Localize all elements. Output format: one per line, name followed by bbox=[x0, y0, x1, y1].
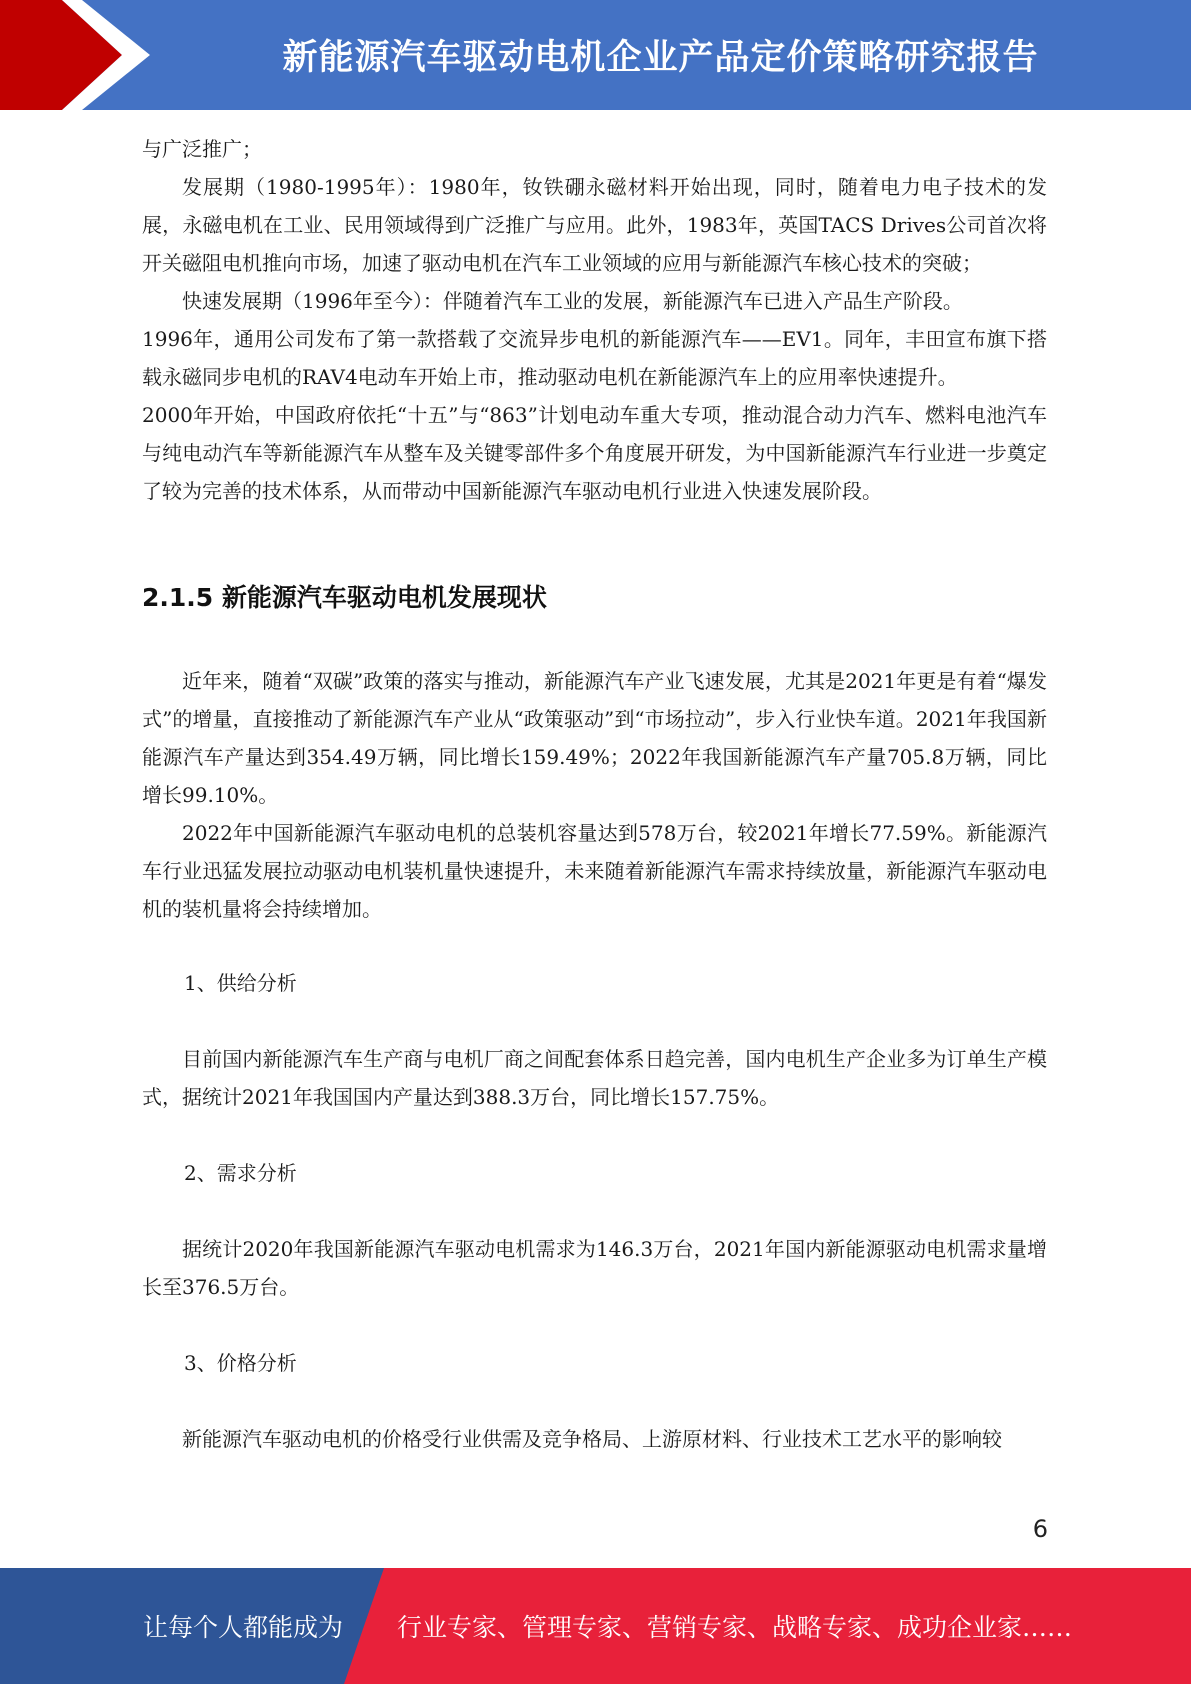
paragraph-development-period: 发展期（1980-1995年）：1980年，钕铁硼永磁材料开始出现，同时，随着电力电子技术的发展，永磁电机在工业、民用领域得到广泛推广与应用。此外，1983年，英国TACS Drives公司首次将开关磁阻电机推向市场，加速了驱动电机在汽车工业领域的应用与新能源汽车核心技术的突破； bbox=[142, 175, 1047, 275]
page-number: 6 bbox=[1032, 1515, 1048, 1543]
paragraph-rapid-period-intro: 快速发展期（1996年至今）：伴随着汽车工业的发展，新能源汽车已进入产品生产阶段。 bbox=[182, 289, 963, 313]
paragraph-continuation: 与广泛推广； bbox=[142, 137, 262, 161]
section-heading: 2.1.5 新能源汽车驱动电机发展现状 bbox=[142, 583, 547, 612]
supply-paragraph: 目前国内新能源汽车生产商与电机厂商之间配套体系日趋完善，国内电机生产企业多为订单生产模式，据统计2021年我国国内产量达到388.3万台，同比增长157.75%。 bbox=[142, 1047, 1047, 1109]
footer-slogan-left: 让每个人都能成为 bbox=[143, 1613, 344, 1642]
paragraph-rapid-period-china: 2000年开始，中国政府依托“十五”与“863”计划电动车重大专项，推动混合动力汽车、燃料电池汽车与纯电动汽车等新能源汽车从整车及关键零部件多个角度展开研发，为中国新能源汽车行业进一步奠定了较为完善的技术体系，从而带动中国新能源汽车驱动电机行业进入快速发展阶段。 bbox=[142, 403, 1047, 503]
page-footer bbox=[0, 1568, 1191, 1684]
price-paragraph: 新能源汽车驱动电机的价格受行业供需及竞争格局、上游原材料、行业技术工艺水平的影响较 bbox=[182, 1427, 1002, 1451]
demand-heading: 2、需求分析 bbox=[184, 1161, 297, 1185]
footer-slogan-right: 行业专家、管理专家、营销专家、战略专家、成功企业家…… bbox=[397, 1613, 1073, 1642]
demand-paragraph: 据统计2020年我国新能源汽车驱动电机需求为146.3万台，2021年国内新能源驱动电机需求量增长至376.5万台。 bbox=[142, 1237, 1047, 1299]
document-body bbox=[142, 130, 1047, 1458]
paragraph-rapid-period-ev1: 1996年，通用公司发布了第一款搭载了交流异步电机的新能源汽车——EV1。同年，丰田宣布旗下搭载永磁同步电机的RAV4电动车开始上市，推动驱动电机在新能源汽车上的应用率快速提升。 bbox=[142, 327, 1047, 389]
price-heading: 3、价格分析 bbox=[184, 1351, 297, 1375]
page-header bbox=[0, 0, 1191, 110]
supply-heading: 1、供给分析 bbox=[184, 971, 297, 995]
paragraph-status-installed: 2022年中国新能源汽车驱动电机的总装机容量达到578万台，较2021年增长77.59%。新能源汽车行业迅猛发展拉动驱动电机装机量快速提升，未来随着新能源汽车需求持续放量，新能源汽车驱动电机的装机量将会持续增加。 bbox=[142, 821, 1047, 921]
document-title: 新能源汽车驱动电机企业产品定价策略研究报告 bbox=[282, 38, 1039, 78]
paragraph-status-growth: 近年来，随着“双碳”政策的落实与推动，新能源汽车产业飞速发展，尤其是2021年更是有着“爆发式”的增量，直接推动了新能源汽车产业从“政策驱动”到“市场拉动”，步入行业快车道。2021年我国新能源汽车产量达到354.49万辆，同比增长159.49%；2022年我国新能源汽车产量705.8万辆，同比增长99.10%。 bbox=[142, 669, 1047, 807]
